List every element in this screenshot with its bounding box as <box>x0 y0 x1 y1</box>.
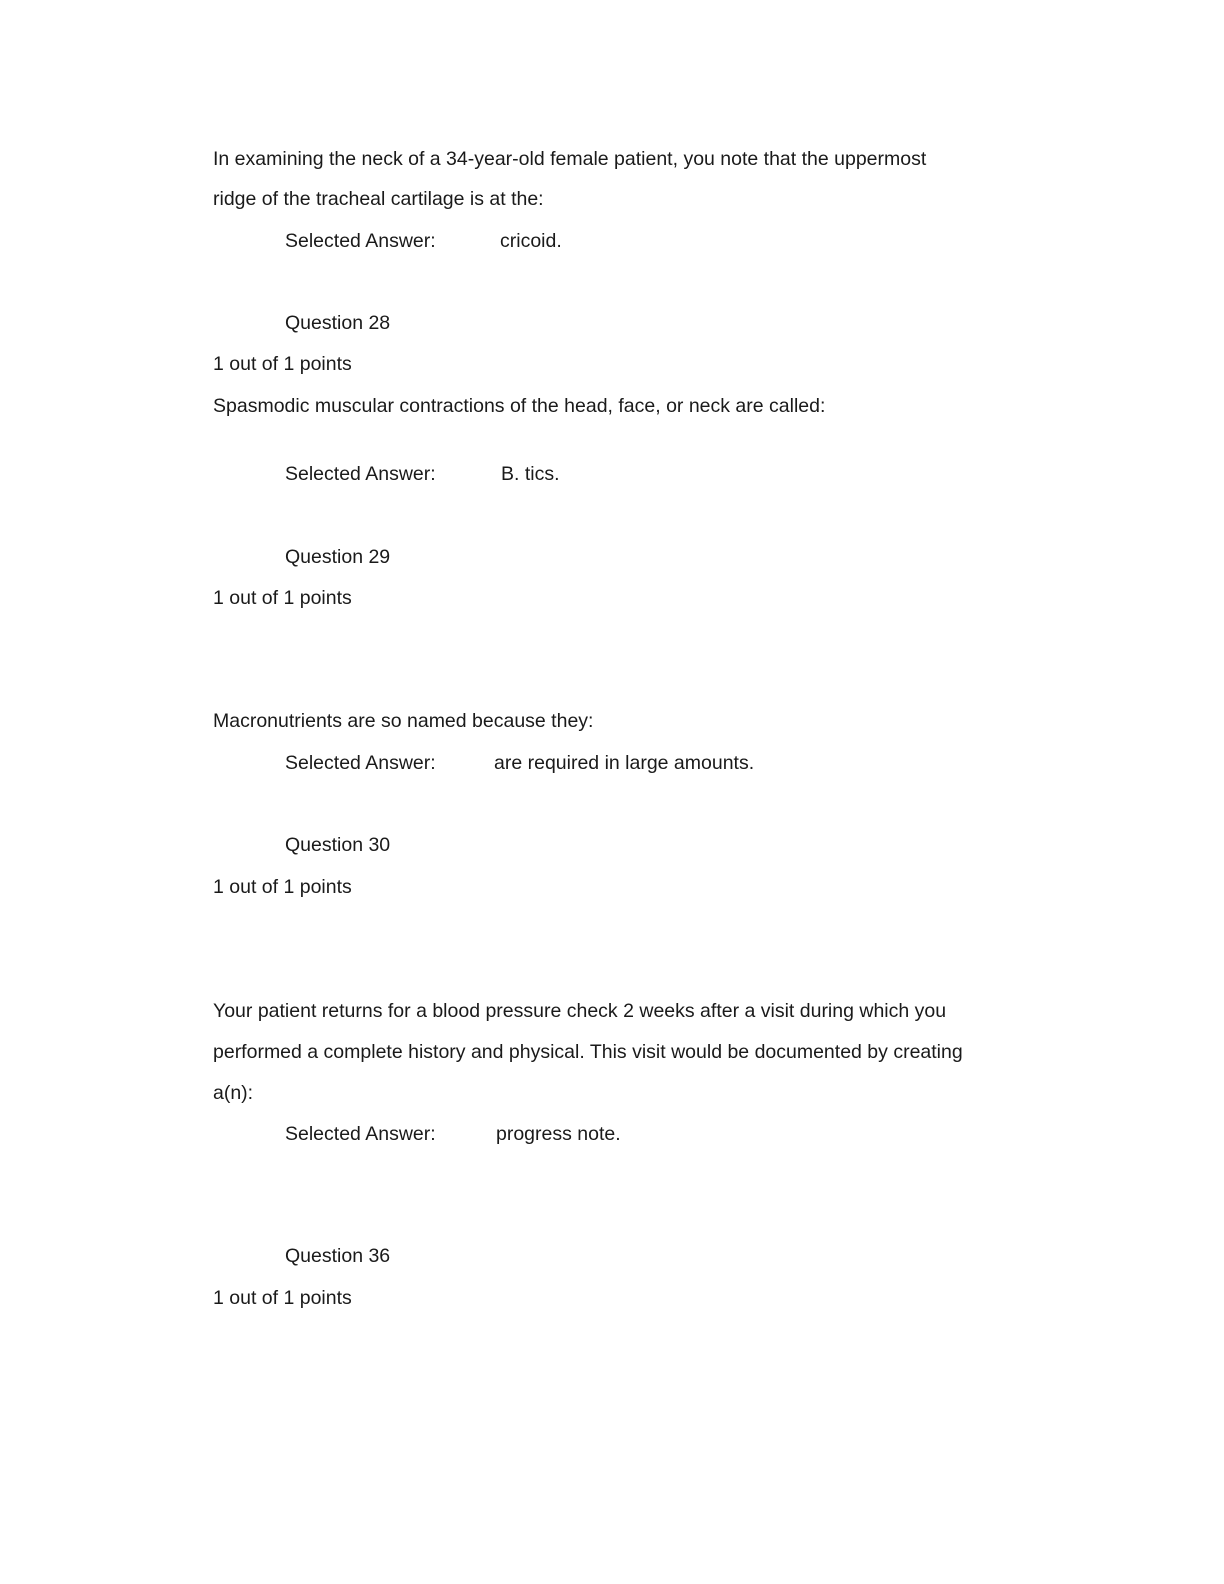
points: 1 out of 1 points <box>213 587 352 609</box>
selected-answer-label: Selected Answer: <box>285 230 436 252</box>
question-text: a(n): <box>213 1082 254 1104</box>
selected-answer-label: Selected Answer: <box>285 1123 436 1145</box>
selected-answer: progress note. <box>496 1123 621 1145</box>
points: 1 out of 1 points <box>213 1287 352 1309</box>
points: 1 out of 1 points <box>213 876 352 898</box>
selected-answer-label: Selected Answer: <box>285 752 436 774</box>
question-text: Macronutrients are so named because they: <box>213 710 594 732</box>
question-text: performed a complete history and physical. This visit would be documented by creating <box>213 1041 963 1063</box>
points: 1 out of 1 points <box>213 353 352 375</box>
selected-answer: are required in large amounts. <box>494 752 755 774</box>
question-text: Spasmodic muscular contractions of the head, face, or neck are called: <box>213 395 826 417</box>
selected-answer-label: Selected Answer: <box>285 463 436 485</box>
selected-answer: B. tics. <box>501 463 560 485</box>
question-header: Question 29 <box>285 546 391 568</box>
question-text: ridge of the tracheal cartilage is at the: <box>213 188 544 210</box>
question-header: Question 30 <box>285 834 391 856</box>
question-header: Question 28 <box>285 312 391 334</box>
question-text: Your patient returns for a blood pressure check 2 weeks after a visit during which you <box>213 1000 947 1022</box>
selected-answer: cricoid. <box>500 230 562 252</box>
question-text: In examining the neck of a 34-year-old female patient, you note that the uppermost <box>213 148 927 170</box>
question-header: Question 36 <box>285 1245 391 1267</box>
